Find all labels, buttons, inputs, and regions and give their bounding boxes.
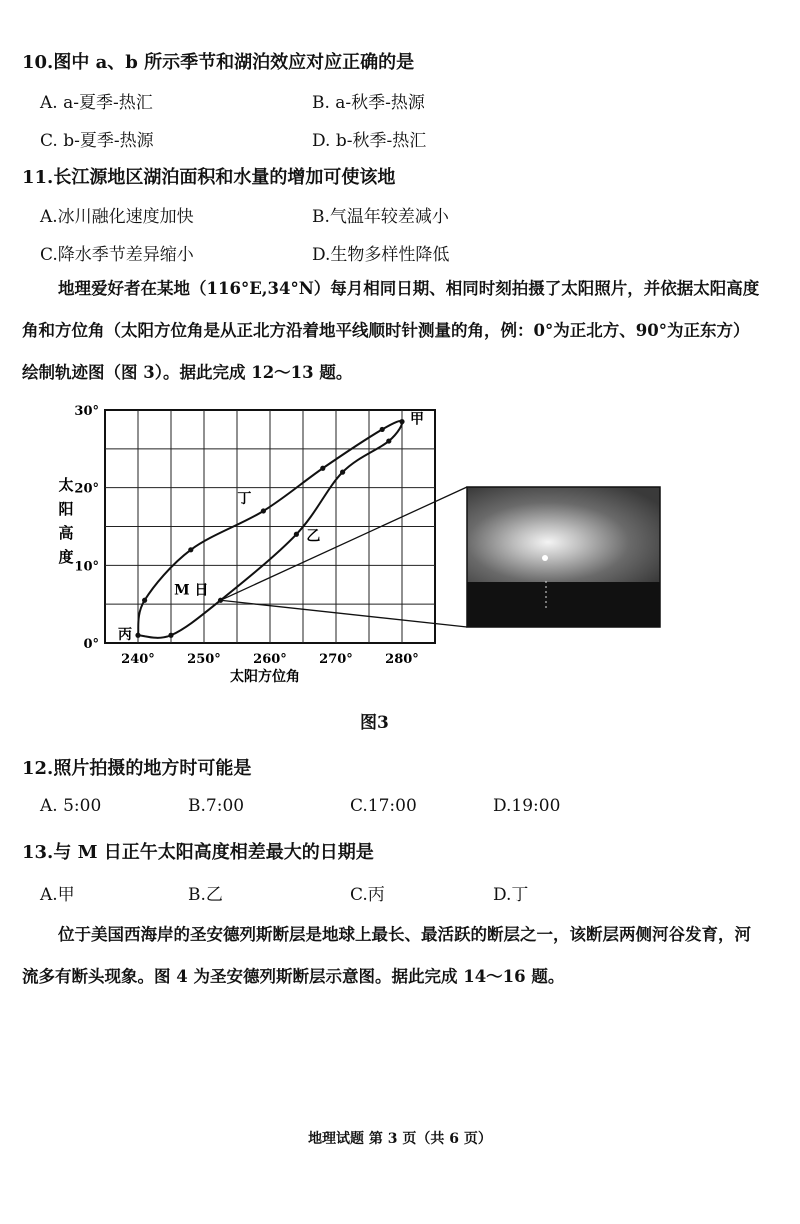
x-tick-label: 260° [253,652,287,667]
q11-option-b[interactable]: B.气温年较差减小 [312,207,449,227]
x-tick-label: 240° [121,652,155,667]
x-axis-label: 太阳方位角 [230,669,300,685]
data-point [168,633,173,638]
data-point [188,547,193,552]
question-11-stem: 11.长江源地区湖泊面积和水量的增加可使该地 [22,167,396,188]
q13-option-d[interactable]: D.丁 [493,885,529,905]
data-point [142,598,147,603]
page-footer: 地理试题 第 3 页（共 6 页） [308,1131,492,1147]
photo-lead-line-top [221,487,468,600]
question-12-stem: 12.照片拍摄的地方时可能是 [22,758,252,779]
data-point [294,532,299,537]
intro-paragraph-14-16 [22,914,762,998]
annotation-label: M 日 [174,582,209,599]
y-tick-label: 30° [74,404,99,419]
x-axis-ticks [121,652,419,667]
q10-option-c[interactable]: C. b-夏季-热源 [40,131,154,151]
y-label-char: 高 [58,524,74,542]
y-axis-ticks [74,404,99,652]
figure-3-caption: 图3 [360,713,389,733]
q11-option-c[interactable]: C.降水季节差异缩小 [40,245,194,265]
y-label-char: 太 [58,476,74,494]
sky-glow [467,487,660,582]
data-point [340,470,345,475]
data-point [399,419,404,424]
q12-option-a[interactable]: A. 5:00 [40,796,102,816]
q13-option-a[interactable]: A.甲 [40,885,75,905]
q12-option-d[interactable]: D.19:00 [493,796,561,816]
ground-dark [467,582,660,627]
q13-option-c[interactable]: C.丙 [350,885,385,905]
intro-paragraph-12-13 [22,268,762,394]
sun-dot [542,555,548,561]
q12-option-c[interactable]: C.17:00 [350,796,417,816]
data-point [380,427,385,432]
data-point [386,438,391,443]
y-label-char: 度 [58,548,74,566]
data-point [261,508,266,513]
q10-option-b[interactable]: B. a-秋季-热源 [312,93,425,113]
x-tick-label: 280° [385,652,419,667]
chart-grid [105,410,435,643]
q10-option-d[interactable]: D. b-秋季-热汇 [312,131,427,151]
y-axis-label [58,476,73,566]
q11-option-a[interactable]: A.冰川融化速度加快 [40,207,194,227]
intro-12-13-text: 地理爱好者在某地（116°E,34°N）每月相同日期、相同时刻拍摄了太阳照片，并依据太阳高度角和方位角（太阳方位角是从正北方沿着地平线顺时针测量的角，例：0°为正北方、90°为正东方）绘制轨迹图（图 3）。据此完成 12～13 题。 [22,279,760,382]
x-tick-label: 250° [187,652,221,667]
data-point [135,633,140,638]
x-tick-label: 270° [319,652,353,667]
q12-option-b[interactable]: B.7:00 [188,796,245,816]
annotation-label: 丙 [118,627,132,644]
data-point [320,466,325,471]
q11-option-d[interactable]: D.生物多样性降低 [312,245,450,265]
y-tick-label: 0° [83,637,99,652]
y-label-char: 阳 [58,500,74,518]
q10-option-a[interactable]: A. a-夏季-热汇 [40,93,153,113]
y-tick-label: 10° [74,559,99,575]
question-10-stem: 10.图中 a、b 所示季节和湖泊效应对应正确的是 [22,52,415,73]
y-tick-label: 20° [74,481,99,497]
annotation-label: 乙 [306,528,321,545]
annotation-label: 丁 [237,490,252,507]
annotation-label: 甲 [410,411,424,428]
q13-option-b[interactable]: B.乙 [188,885,223,905]
intro-14-16-text: 位于美国西海岸的圣安德列斯断层是地球上最长、最活跃的断层之一，该断层两侧河谷发育，河流多有断头现象。图 4 为圣安德列斯断层示意图。据此完成 14～16 题。 [22,925,751,986]
figure-3-chart [0,395,800,705]
question-13-stem: 13.与 M 日正午太阳高度相差最大的日期是 [22,842,374,863]
